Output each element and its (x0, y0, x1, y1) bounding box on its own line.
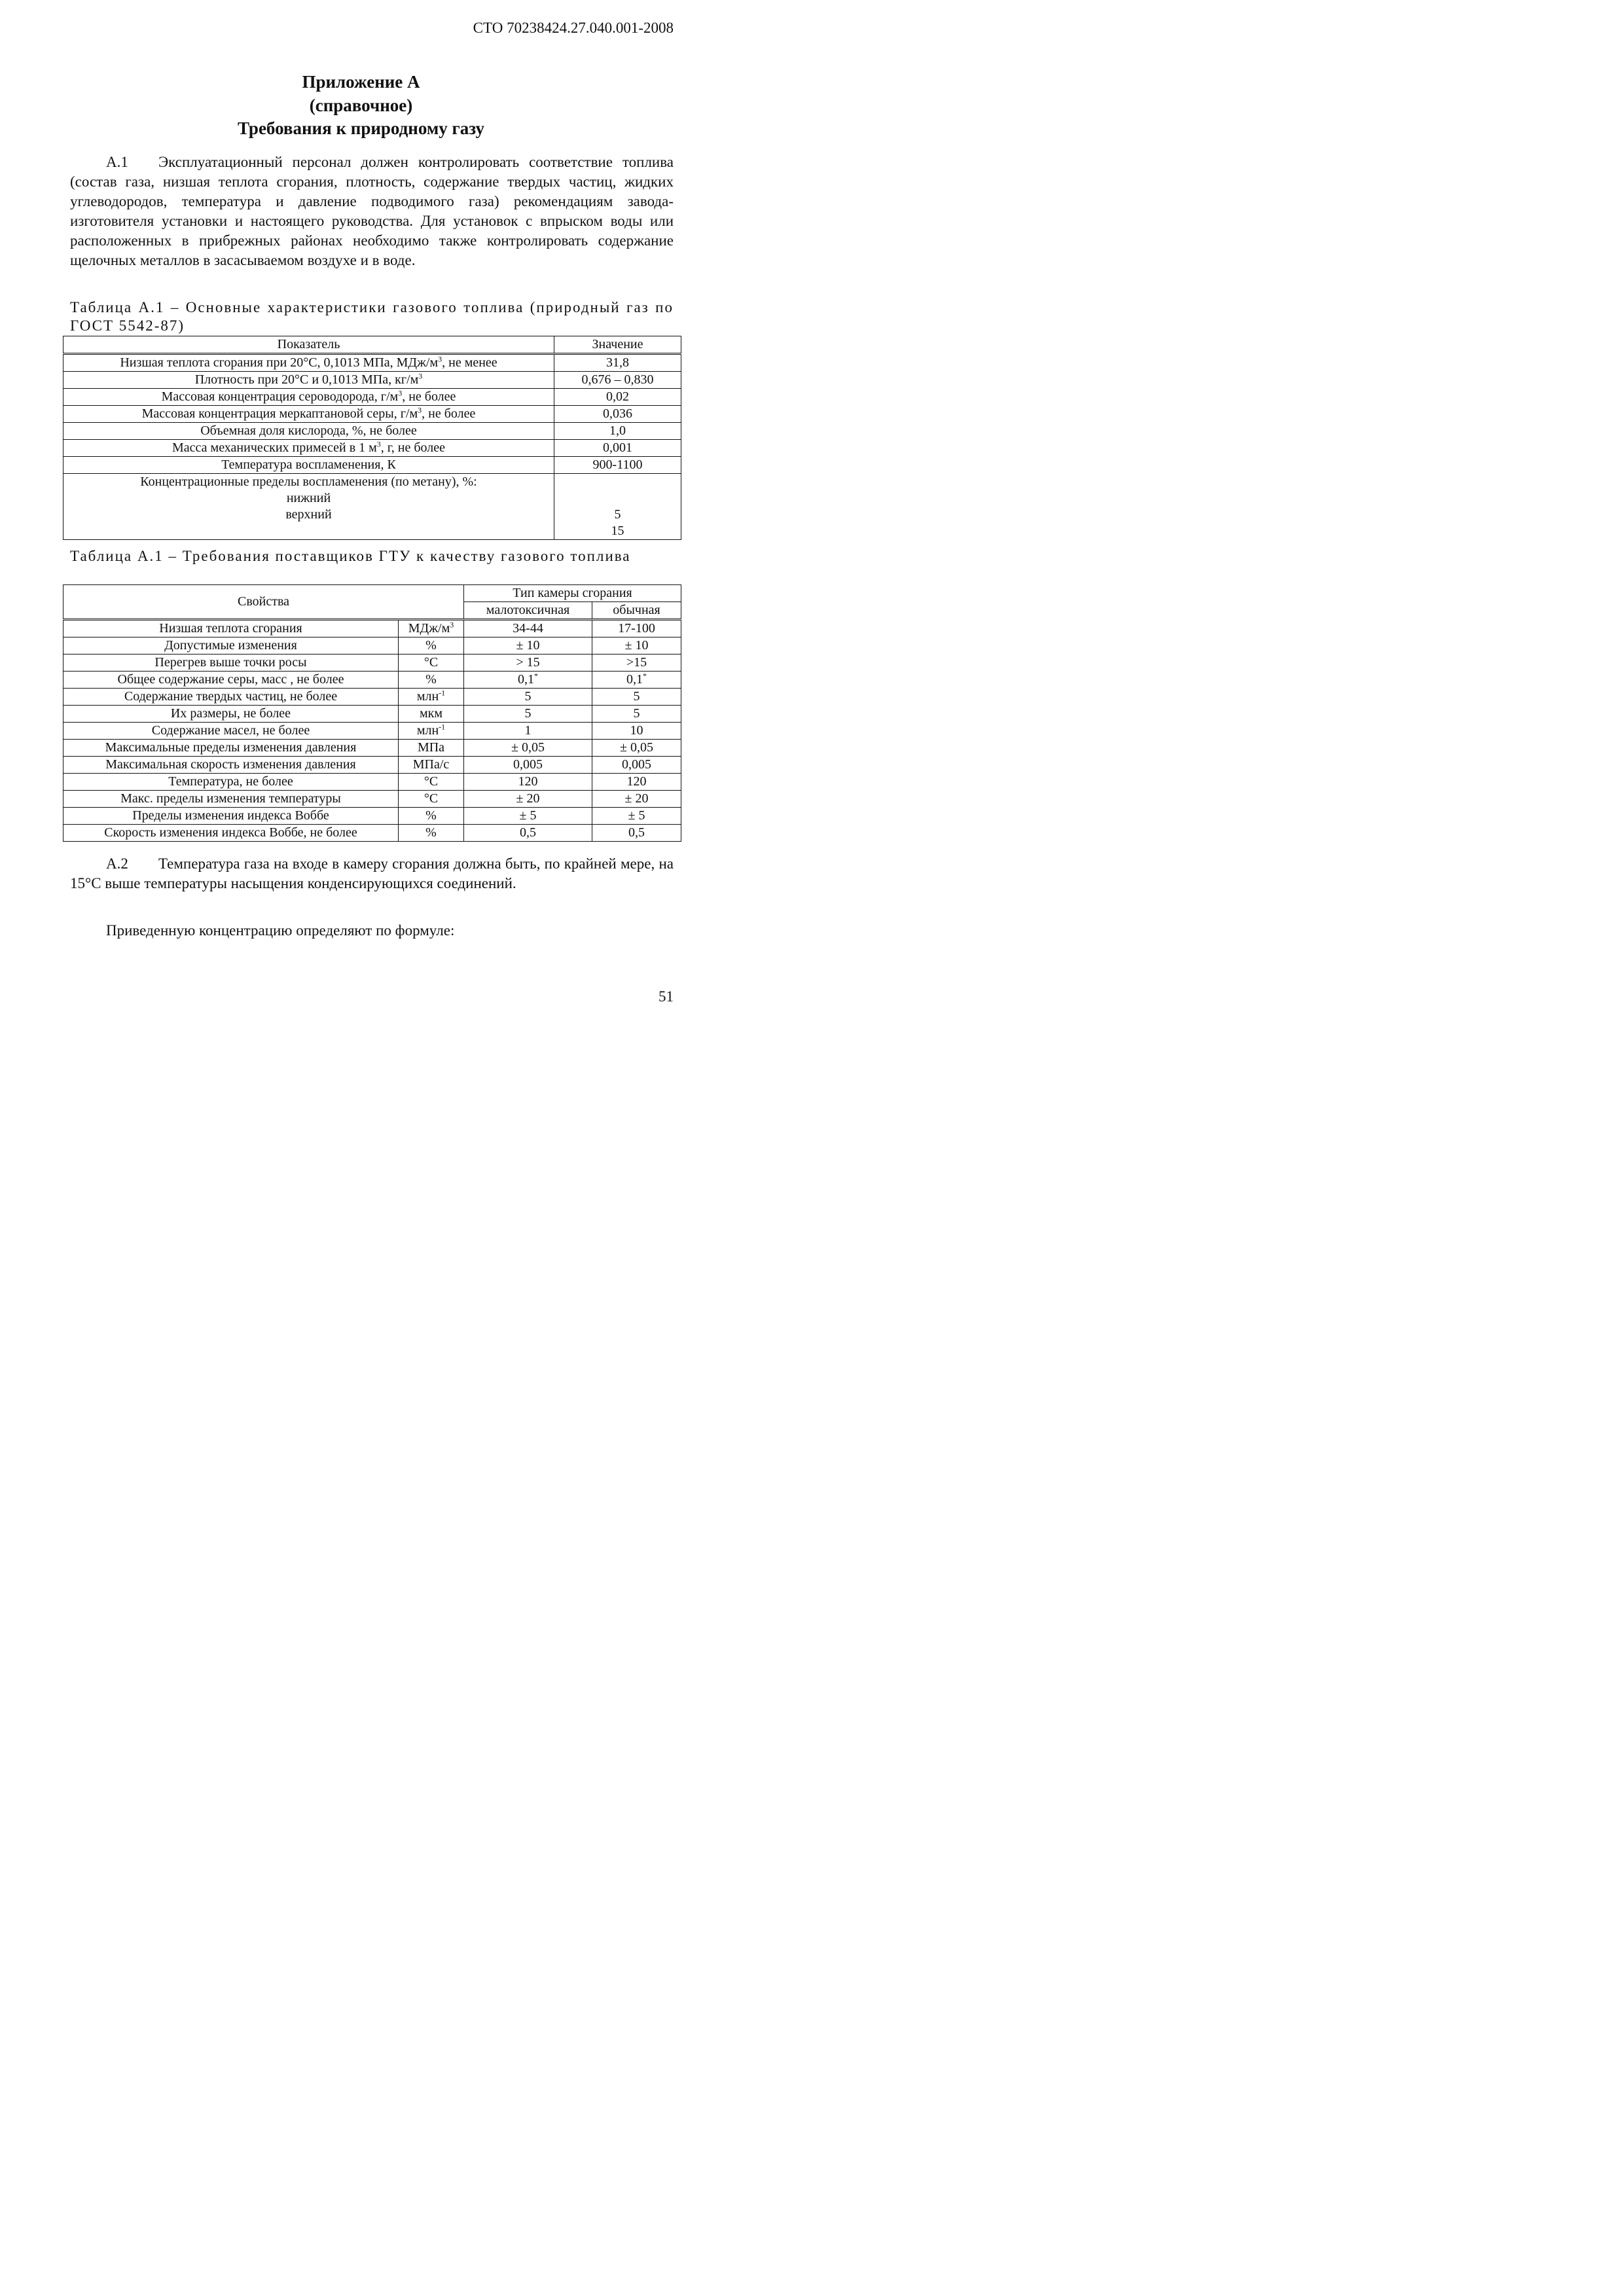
table-cell (592, 620, 681, 637)
table-cell (464, 655, 592, 672)
table-cell (592, 757, 681, 774)
table-cell (63, 474, 554, 540)
table-cell: Скорость изменения индекса Воббе, не более (63, 825, 399, 842)
table-cell: 1,0 (554, 423, 681, 440)
appendix-heading: Требования к природному газу (237, 118, 485, 138)
cell-text: 5 (524, 706, 532, 721)
table-cell (63, 354, 554, 372)
table-row (63, 825, 681, 842)
superscript: 3 (438, 354, 442, 364)
table-row (63, 655, 681, 672)
table-cell (63, 389, 554, 406)
table-cell (464, 620, 592, 637)
cell-text: МПа/с (412, 757, 450, 772)
table-cell: 0,036 (554, 406, 681, 423)
table-cell (592, 689, 681, 706)
table-cell (464, 672, 592, 689)
cell-text: Массовая концентрация меркаптановой серы, г/м (141, 406, 418, 421)
table-cell (399, 723, 464, 740)
table-cell: Максимальная скорость изменения давления (63, 757, 399, 774)
appendix-title: Приложение А (302, 72, 420, 92)
limits-lower-value: 5 (614, 507, 621, 522)
table-row (63, 672, 681, 689)
limits-lower-label: нижний (286, 491, 331, 505)
cell-text: 5 (633, 689, 640, 704)
table-cell (464, 774, 592, 791)
table-cell: 0,001 (554, 440, 681, 457)
table-cell (464, 723, 592, 740)
limits-upper-label: верхний (285, 507, 332, 522)
paragraph-number: А.2 (106, 855, 128, 872)
table-row (63, 372, 681, 389)
cell-text: 5 (524, 689, 532, 704)
table-cell: Температура, не более (63, 774, 399, 791)
cell-text: млн (416, 723, 439, 738)
table-row (63, 389, 681, 406)
table-cell (63, 423, 554, 440)
table-cell (464, 637, 592, 655)
table-row (63, 706, 681, 723)
cell-text: 1 (524, 723, 532, 738)
table2 (63, 584, 681, 842)
table-cell (399, 655, 464, 672)
table-row (63, 474, 681, 540)
superscript: -1 (439, 688, 446, 698)
table-cell (399, 825, 464, 842)
table-cell (399, 706, 464, 723)
paragraph-number: А.1 (106, 154, 128, 170)
table-cell (399, 689, 464, 706)
table-cell (399, 672, 464, 689)
superscript: 3 (450, 620, 454, 630)
table2-caption: Таблица А.1 – Требования поставщиков ГТУ к качеству газового топлива (70, 548, 631, 564)
table-cell (399, 637, 464, 655)
table-cell (592, 740, 681, 757)
table-cell: 900-1100 (554, 457, 681, 474)
cell-text: % (425, 808, 437, 823)
cell-text: ± 5 (628, 808, 645, 823)
table-row (63, 620, 681, 637)
table-cell (464, 757, 592, 774)
table-header-cell: Тип камеры сгорания (464, 585, 681, 602)
table-row (63, 740, 681, 757)
table-row (63, 637, 681, 655)
table-row (63, 354, 681, 372)
cell-text: Массовая концентрация сероводорода, г/м (161, 389, 399, 404)
cell-text: ± 20 (516, 791, 540, 806)
table-cell: 0,676 – 0,830 (554, 372, 681, 389)
table-cell: Содержание твердых частиц, не более (63, 689, 399, 706)
cell-text: мкм (419, 706, 443, 721)
table-cell (399, 774, 464, 791)
cell-text: % (425, 672, 437, 687)
table-cell: Допустимые изменения (63, 637, 399, 655)
table-header-row (63, 336, 681, 354)
cell-text: ± 0,05 (620, 740, 653, 755)
cell-text: Плотность при 20°С и 0,1013 МПа, кг/м (194, 372, 419, 387)
table1 (63, 336, 681, 540)
cell-text: ± 10 (624, 638, 649, 653)
table-cell (63, 406, 554, 423)
table-row (63, 689, 681, 706)
table-cell (464, 740, 592, 757)
table-cell (464, 808, 592, 825)
cell-text: 0,1 (626, 672, 643, 687)
document-code: СТО 70238424.27.040.001-2008 (473, 20, 674, 36)
table-cell (592, 808, 681, 825)
table-cell: Макс. пределы изменения температуры (63, 791, 399, 808)
cell-text-tail: , не более (402, 389, 456, 404)
table-cell: Содержание масел, не более (63, 723, 399, 740)
cell-text: 5 (633, 706, 640, 721)
table-row (63, 774, 681, 791)
cell-text: МПа (417, 740, 445, 755)
table-cell (63, 457, 554, 474)
table-row (63, 757, 681, 774)
table-cell (592, 774, 681, 791)
paragraph-a1 (70, 152, 674, 270)
table-cell: Максимальные пределы изменения давления (63, 740, 399, 757)
cell-text-tail: , г, не более (380, 440, 445, 455)
table-cell (592, 672, 681, 689)
cell-text: 0,5 (520, 825, 536, 840)
cell-text: 0,1 (518, 672, 534, 687)
table-cell (592, 723, 681, 740)
cell-text: 0,005 (513, 757, 543, 772)
cell-text: 0,005 (622, 757, 651, 772)
table-cell (592, 825, 681, 842)
cell-text: Низшая теплота сгорания при 20°С, 0,1013 МПа, МДж/м (120, 355, 439, 370)
paragraph-text: Приведенную концентрацию определяют по формуле: (106, 922, 455, 939)
table-row (63, 791, 681, 808)
superscript: 3 (418, 371, 423, 381)
table-row (63, 406, 681, 423)
cell-text: 120 (626, 774, 647, 789)
table-cell (554, 474, 681, 540)
appendix-subtitle: (справочное) (309, 96, 413, 115)
cell-text: 0,5 (628, 825, 645, 840)
cell-text: Объемная доля кислорода, %, не более (200, 423, 417, 438)
table-cell: Перегрев выше точки росы (63, 655, 399, 672)
cell-text: ± 5 (519, 808, 537, 823)
table-cell: 0,02 (554, 389, 681, 406)
superscript: 3 (376, 439, 381, 449)
table-cell: Низшая теплота сгорания (63, 620, 399, 637)
table-cell (464, 825, 592, 842)
cell-text: °С (424, 791, 439, 806)
cell-text: ± 0,05 (511, 740, 545, 755)
table-row (63, 723, 681, 740)
table-cell (592, 791, 681, 808)
table-row (63, 423, 681, 440)
cell-text: Масса механических примесей в 1 м (172, 440, 377, 455)
cell-text: 34-44 (513, 621, 543, 636)
superscript: * (643, 671, 647, 681)
cell-text: °С (424, 774, 439, 789)
table-cell (464, 791, 592, 808)
cell-text: Температура воспламенения, К (221, 457, 396, 472)
table-cell (464, 689, 592, 706)
cell-text-tail: , не более (422, 406, 476, 421)
table-cell (399, 740, 464, 757)
cell-text: 120 (518, 774, 538, 789)
table-cell: Общее содержание серы, масс , не более (63, 672, 399, 689)
table-cell (63, 372, 554, 389)
table-cell: Пределы изменения индекса Воббе (63, 808, 399, 825)
table-cell (592, 637, 681, 655)
table-cell (399, 757, 464, 774)
cell-text: > 15 (516, 655, 540, 670)
superscript: 3 (398, 388, 403, 398)
table-cell (592, 706, 681, 723)
table-cell (399, 620, 464, 637)
cell-text: °С (424, 655, 439, 670)
table-cell (592, 655, 681, 672)
superscript: 3 (418, 405, 422, 415)
cell-text: ± 10 (516, 638, 540, 653)
cell-text: МДж/м (408, 621, 450, 636)
table-cell: 31,8 (554, 354, 681, 372)
superscript: * (534, 671, 538, 681)
table-cell (399, 808, 464, 825)
cell-text: ± 20 (624, 791, 649, 806)
table-header-cell: малотоксичная (464, 602, 592, 620)
table-row (63, 808, 681, 825)
table1-caption: Таблица А.1 – Основные характеристики газового топлива (природный газ по ГОСТ 5542-87) (70, 299, 674, 334)
limits-upper-value: 15 (611, 524, 624, 538)
paragraph-text: Температура газа на входе в камеру сгорания должна быть, по крайней мере, на 15°С выше температуры насыщения конденсирующихся соединений. (70, 855, 674, 891)
cell-text: % (425, 825, 437, 840)
table-header-cell: Показатель (63, 336, 554, 354)
table-cell (399, 791, 464, 808)
paragraph-formula-intro (70, 921, 674, 941)
table-cell (63, 440, 554, 457)
table-header-cell: Свойства (63, 585, 464, 620)
cell-text: 17-100 (618, 621, 655, 636)
paragraph-a2 (70, 854, 674, 893)
cell-text: >15 (626, 655, 647, 670)
limits-label: Концентрационные пределы воспламенения (по метану), %: (140, 475, 477, 489)
table-header-row (63, 585, 681, 602)
cell-text: % (425, 638, 437, 653)
paragraph-text: Эксплуатационный персонал должен контролировать соответствие топлива (состав газа, низшая теплота сгорания, плотность, содержание твердых частиц, жидких углеводородов, температура и давление подводимого газа) рекомендациям завода-изготовителя установки и настоящего руководства. Для установок с впрыском воды или расположенных в прибрежных районах необходимо также контролировать содержание щелочных металлов в засасываемом воздухе и в воде. (70, 154, 674, 268)
table-row (63, 440, 681, 457)
cell-text-tail: , не менее (442, 355, 497, 370)
table-header-cell: Значение (554, 336, 681, 354)
cell-text: 10 (630, 723, 643, 738)
page-number: 51 (659, 988, 674, 1005)
table-row (63, 457, 681, 474)
table-header-cell: обычная (592, 602, 681, 620)
table-cell: Их размеры, не более (63, 706, 399, 723)
superscript: -1 (439, 722, 446, 732)
table-cell (464, 706, 592, 723)
cell-text: млн (416, 689, 439, 704)
